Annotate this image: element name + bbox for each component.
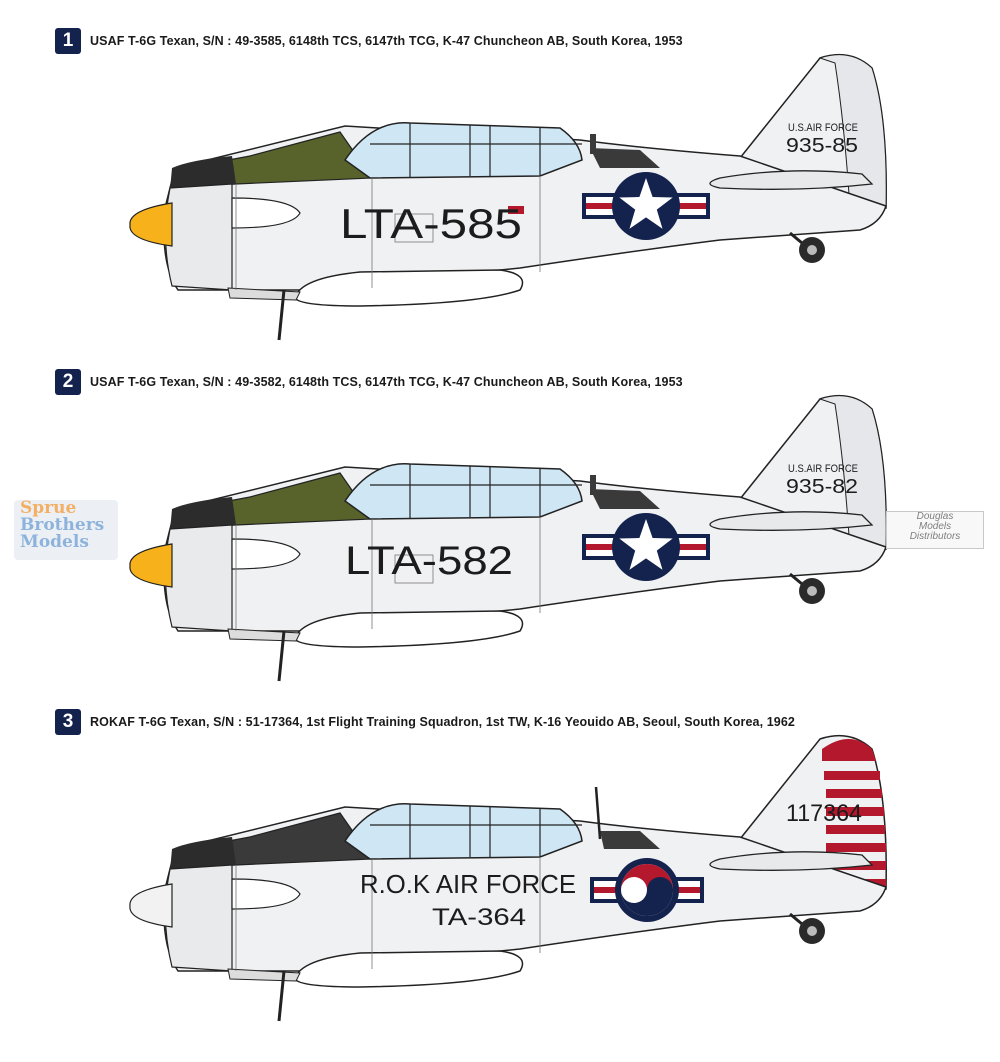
- tail-title: U.S.AIR FORCE: [788, 463, 858, 475]
- markings-layer: [0, 709, 1000, 1049]
- scheme-1: [0, 28, 1000, 368]
- tail-number: 935-82: [786, 476, 858, 498]
- scheme-number-badge: 1: [55, 28, 81, 54]
- tail-title: U.S.AIR FORCE: [788, 122, 858, 134]
- markings-layer: [0, 369, 1000, 709]
- scheme-caption: ROKAF T-6G Texan, S/N : 51-17364, 1st Flight Training Squadron, 1st TW, K-16 Yeouido AB, Seoul, South Korea, 1962: [90, 715, 795, 729]
- scheme-2: [0, 369, 1000, 709]
- retailer-watermark-left: [14, 500, 118, 560]
- fuselage-line-1: R.O.K AIR FORCE: [360, 869, 576, 899]
- watermark-word: Models: [20, 532, 89, 552]
- tail-number: 117364: [786, 800, 862, 827]
- markings-layer: [0, 28, 1000, 368]
- watermark-word: Douglas: [916, 511, 954, 522]
- fuselage-code: LTA-582: [345, 539, 513, 583]
- scheme-caption: USAF T-6G Texan, S/N : 49-3585, 6148th TCS, 6147th TCG, K-47 Chuncheon AB, South Korea, 1953: [90, 34, 683, 48]
- scheme-caption: USAF T-6G Texan, S/N : 49-3582, 6148th TCS, 6147th TCG, K-47 Chuncheon AB, South Korea, 1953: [90, 375, 683, 389]
- fuselage-line-2: TA-364: [432, 904, 526, 931]
- fuselage-code: LTA-585: [340, 200, 522, 247]
- watermark-word: Distributors: [909, 531, 961, 542]
- tail-number: 935-85: [786, 135, 858, 157]
- watermark-word: Models: [918, 521, 952, 532]
- watermark-word: Sprue: [20, 498, 77, 518]
- scheme-number-badge: 2: [55, 369, 81, 395]
- distributor-watermark-right: [886, 511, 984, 549]
- scheme-3: [0, 709, 1000, 1049]
- scheme-number-badge: 3: [55, 709, 81, 735]
- watermark-word: Brothers: [20, 515, 105, 535]
